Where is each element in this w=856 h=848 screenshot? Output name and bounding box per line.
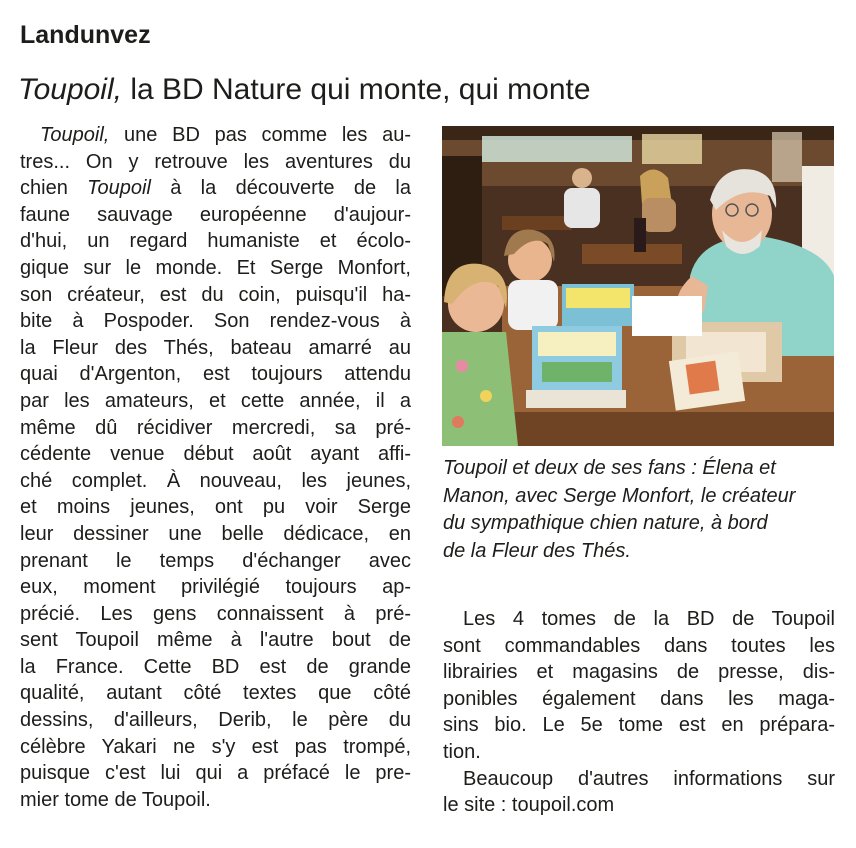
- body-line: eux, moment privilégié toujours ap-: [20, 576, 411, 599]
- body-line: puisque c'est lui qui a préfacé le pre-: [20, 762, 411, 785]
- body-line: chien Toupoil à la découverte de la: [20, 177, 411, 200]
- caption-line: Manon, avec Serge Monfort, le créateur: [443, 484, 796, 507]
- photo-caption: [443, 455, 835, 565]
- body-line: bite à Pospoder. Son rendez-vous à: [20, 310, 411, 333]
- article-photo: [442, 126, 834, 446]
- body-line: tion.: [443, 740, 481, 763]
- body-line: cédente venue début août ayant affi-: [20, 443, 411, 466]
- body-line: qualité, autant côté textes que côté: [20, 682, 411, 705]
- body-line: Toupoil, une BD pas comme les au-: [40, 124, 411, 146]
- body-line: dessins, d'ailleurs, Derib, le père du: [20, 709, 411, 732]
- body-line: ché complet. À nouveau, les jeunes,: [20, 469, 411, 492]
- body-line: par les amateurs, et cette année, il a: [20, 389, 411, 412]
- body-line: précié. Les gens connaissent à pré-: [20, 602, 411, 625]
- body-line: mier tome de Toupoil.: [20, 788, 211, 811]
- body-line: sent Toupoil même à l'autre bout de: [20, 629, 411, 652]
- body-line: faune sauvage européenne d'aujour-: [20, 203, 411, 226]
- body-line: Les 4 tomes de la BD de Toupoil: [463, 608, 835, 630]
- headline-italic: Toupoil,: [18, 73, 122, 106]
- body-line: quai d'Argenton, est toujours attendu: [20, 363, 411, 386]
- body-line: célèbre Yakari ne s'y est pas trompé,: [20, 735, 411, 758]
- body-line: même dû récidiver mercredi, sa pré-: [20, 416, 411, 439]
- headline-rest: la BD Nature qui monte, qui monte: [121, 73, 591, 106]
- body-line: prenant le temps d'échanger avec: [20, 549, 411, 572]
- caption-line: Toupoil et deux de ses fans : Élena et: [443, 457, 776, 479]
- body-line: tres... On y retrouve les aventures du: [20, 150, 411, 173]
- body-line: leur dessiner une belle dédicace, en: [20, 522, 411, 545]
- body-line: sont commandables dans toutes les: [443, 634, 835, 657]
- section-kicker: Landunvez: [20, 21, 151, 49]
- headline: [18, 72, 591, 108]
- caption-line: du sympathique chien nature, à bord: [443, 512, 768, 534]
- body-line: gique sur le monde. Et Serge Monfort,: [20, 256, 411, 279]
- body-line: librairies et magasins de presse, dis-: [443, 661, 835, 684]
- body-line: la France. Cette BD est de grande: [20, 655, 411, 678]
- body-line: la Fleur des Thés, bateau amarré au: [20, 336, 411, 359]
- article-body-right: [443, 606, 835, 819]
- body-line: sins bio. Le 5e tome est en prépara-: [443, 714, 835, 737]
- body-line: le site : toupoil.com: [443, 794, 615, 817]
- body-line: d'hui, un regard humaniste et écolo-: [20, 230, 411, 253]
- body-line: ponibles également dans les maga-: [443, 687, 835, 710]
- caption-line: de la Fleur des Thés.: [443, 539, 631, 562]
- body-line: Beaucoup d'autres informations sur: [463, 767, 835, 790]
- body-line: son créateur, est du coin, puisqu'il ha-: [20, 283, 411, 306]
- body-line: et moins jeunes, ont pu voir Serge: [20, 496, 411, 519]
- article-body-left: [20, 122, 411, 813]
